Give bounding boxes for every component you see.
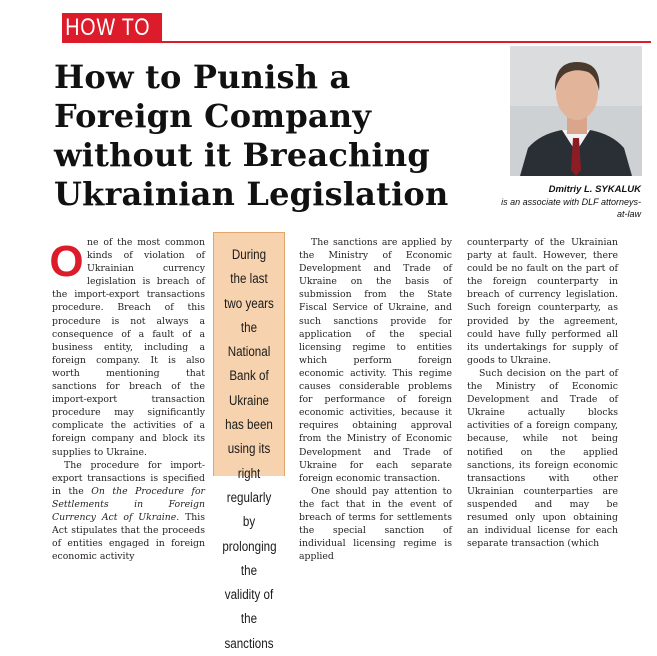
- article-column-3: [299, 236, 452, 563]
- column-4-paragraph-2: Such decision on the part of the Ministry of Economic Development and Trade of Ukraine actually blocks activities of a foreign company, because, while not being notified on the applied sanctions, its foreign economic transactions with other Ukrainian counterparties are suspended and may be resumed only upon obtaining an individual license for each separate transaction (which: [467, 367, 618, 550]
- section-rule: [62, 41, 651, 43]
- drop-cap-letter: O: [49, 237, 84, 286]
- pull-quote: [213, 232, 285, 651]
- author-role: is an associate with DLF attorneys-at-law: [501, 197, 641, 219]
- author-name: Dmitriy L. SYKALUK: [548, 184, 641, 195]
- drop-cap: [49, 237, 84, 286]
- article-title: How to Punish a Foreign Company without it Breaching Ukrainian Legislation: [54, 58, 449, 213]
- article-column-1: [49, 236, 206, 563]
- pull-quote-text: During the last two years the National Bank of Ukraine has been using its right regularly by prolonging the validity of the sanctions: [222, 247, 277, 651]
- article-column-4: [467, 236, 618, 550]
- column-3-paragraph-2: One should pay attention to the fact that in the event of breach of terms for settlements the special sanction of individual licensing regime is applied: [299, 485, 452, 563]
- author-photo: [510, 46, 642, 176]
- column-4-paragraph-1: counterparty of the Ukrainian party at fault. However, there could be no fault on the part of the foreign counterparty in breach of currency legislation. Such foreign counterparty, as provided by the agreement, could have fully performed all its undertakings for supply of goods to Ukraine.: [467, 237, 618, 366]
- section-tag: HOW TO: [62, 13, 162, 42]
- column-3-paragraph-1: The sanctions are applied by the Ministry of Economic Development and Trade of Ukraine on the basis of submission from the State Fiscal Service of Ukraine, and such sanctions provide for application of the special licensing regime to entities which perform foreign economic activity. This regime causes considerable problems for performance of foreign economic activities, because it requires obtaining approval from the Ministry of Economic Development and Trade of Ukraine for each separate foreign economic transaction.: [299, 237, 452, 484]
- column-1-paragraph-2: The procedure for import-export transactions is specified in the On the Procedure for Settlements in Foreign Currency Act of Ukraine. This Act stipulates that the proceeds of entities engaged in foreign economic activity: [52, 459, 206, 563]
- column-1-paragraph-1: ne of the most common kinds of violation of Ukrainian currency legislation is breach of the import-export transactions procedure. Breach of this procedure is not always a consequence of a fault of a business entity, including a foreign company. It is also worth mentioning that sanctions for breach of the import-export transaction procedure may significantly complicate the activities of a foreign company and block its supplies to Ukraine.: [52, 237, 205, 458]
